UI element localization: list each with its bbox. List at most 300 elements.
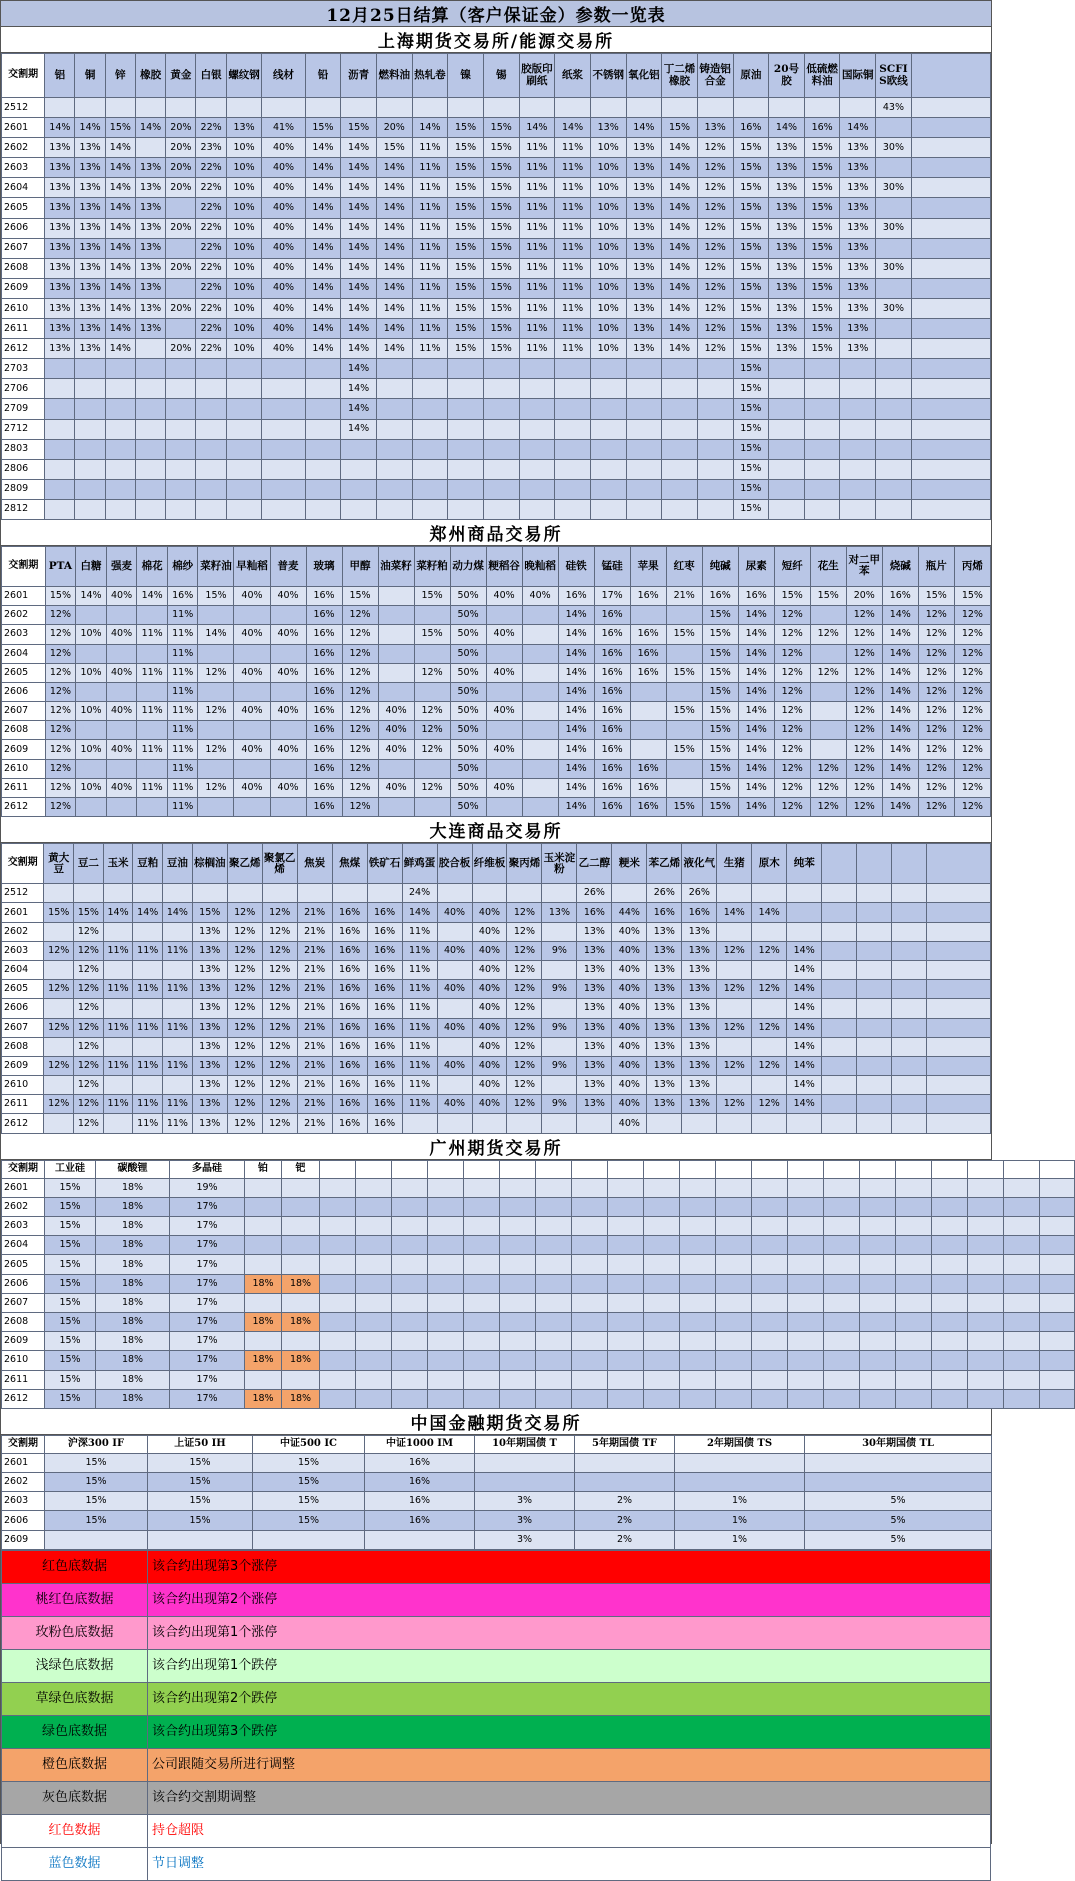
margin-cell <box>196 98 226 118</box>
margin-cell: 15% <box>804 278 840 298</box>
margin-cell: 16% <box>332 1095 367 1114</box>
table-row <box>2 606 991 625</box>
margin-cell: 15% <box>733 218 769 238</box>
margin-cell: 21% <box>297 922 332 941</box>
table-row <box>2 1492 992 1511</box>
header-cell <box>896 1160 932 1178</box>
margin-cell: 12% <box>44 1095 74 1114</box>
margin-cell <box>788 1274 824 1293</box>
margin-cell: 12% <box>954 798 990 817</box>
margin-cell: 12% <box>74 941 104 960</box>
margin-cell: 1% <box>675 1511 805 1530</box>
margin-cell <box>804 399 840 419</box>
margin-cell <box>428 1197 464 1216</box>
margin-cell <box>630 606 666 625</box>
margin-cell <box>135 419 165 439</box>
margin-cell: 13% <box>75 198 105 218</box>
margin-cell: 16% <box>306 778 342 797</box>
margin-cell <box>822 922 857 941</box>
margin-cell: 12% <box>414 740 450 759</box>
margin-cell: 15% <box>376 138 412 158</box>
margin-cell: 16% <box>367 922 402 941</box>
margin-cell <box>1040 1217 1075 1236</box>
margin-cell <box>320 1217 356 1236</box>
margin-cell: 13% <box>45 138 75 158</box>
margin-cell <box>103 922 133 941</box>
margin-cell <box>76 759 107 778</box>
margin-cell: 11% <box>519 319 555 339</box>
legend-row <box>2 1616 991 1649</box>
margin-cell: 11% <box>519 278 555 298</box>
margin-cell: 21% <box>297 1037 332 1056</box>
margin-cell <box>662 419 698 439</box>
margin-cell <box>166 459 196 479</box>
margin-cell <box>542 960 577 979</box>
margin-cell: 15% <box>804 138 840 158</box>
margin-cell: 13% <box>840 158 876 178</box>
margin-cell <box>320 1312 356 1331</box>
header-cell: 胶合板 <box>437 844 472 884</box>
margin-cell <box>911 298 990 318</box>
margin-cell: 15% <box>414 625 450 644</box>
margin-cell: 16% <box>306 644 342 663</box>
margin-cell <box>590 499 626 519</box>
margin-cell <box>896 1332 932 1351</box>
margin-cell <box>822 903 857 922</box>
margin-cell: 15% <box>448 118 484 138</box>
margin-cell: 15% <box>733 499 769 519</box>
margin-cell: 11% <box>555 339 591 359</box>
margin-cell <box>840 499 876 519</box>
margin-cell: 10% <box>76 778 107 797</box>
margin-cell: 12% <box>846 702 882 721</box>
margin-cell <box>752 1236 788 1255</box>
margin-cell: 21% <box>297 999 332 1018</box>
margin-cell: 14% <box>787 1037 822 1056</box>
margin-cell: 13% <box>840 258 876 278</box>
margin-cell <box>135 98 165 118</box>
margin-cell <box>860 1197 896 1216</box>
margin-cell <box>412 499 448 519</box>
margin-cell <box>542 922 577 941</box>
margin-cell <box>752 1293 788 1312</box>
margin-cell <box>448 359 484 379</box>
margin-cell <box>75 459 105 479</box>
margin-cell <box>804 479 840 499</box>
margin-cell <box>472 884 507 903</box>
header-cell: 早籼稻 <box>234 546 270 586</box>
table-row <box>2 439 991 459</box>
margin-cell: 13% <box>626 278 662 298</box>
margin-cell <box>392 1236 428 1255</box>
margin-cell <box>769 479 805 499</box>
margin-cell <box>105 98 135 118</box>
margin-cell: 13% <box>626 138 662 158</box>
margin-cell <box>892 1056 927 1075</box>
margin-cell: 14% <box>305 238 341 258</box>
margin-cell: 40% <box>262 258 305 278</box>
margin-cell <box>927 922 991 941</box>
margin-cell: 12% <box>846 663 882 682</box>
margin-cell <box>822 980 857 999</box>
margin-cell: 13% <box>647 1095 682 1114</box>
margin-cell: 11% <box>163 980 193 999</box>
margin-cell: 15% <box>45 1453 148 1472</box>
contract-month-cell: 2512 <box>2 98 45 118</box>
table-row <box>2 960 991 979</box>
margin-cell <box>590 379 626 399</box>
margin-cell: 13% <box>682 941 717 960</box>
margin-cell: 14% <box>341 379 377 399</box>
margin-cell <box>270 644 306 663</box>
margin-cell <box>927 1076 991 1095</box>
margin-cell: 12% <box>227 922 262 941</box>
margin-cell <box>824 1332 860 1351</box>
margin-cell: 15% <box>483 138 519 158</box>
margin-cell <box>572 1274 608 1293</box>
margin-cell <box>542 1037 577 1056</box>
margin-cell <box>824 1351 860 1370</box>
margin-cell: 14% <box>305 198 341 218</box>
margin-cell: 50% <box>450 798 486 817</box>
margin-cell <box>572 1236 608 1255</box>
contract-month-cell: 2603 <box>2 158 45 178</box>
margin-cell: 12% <box>774 740 810 759</box>
margin-cell: 11% <box>167 778 198 797</box>
margin-cell <box>590 399 626 419</box>
margin-cell: 12% <box>45 663 76 682</box>
margin-cell: 10% <box>590 178 626 198</box>
margin-cell: 16% <box>367 1076 402 1095</box>
margin-cell: 30% <box>876 138 912 158</box>
margin-cell <box>341 479 377 499</box>
margin-cell: 12% <box>227 903 262 922</box>
margin-cell: 13% <box>45 178 75 198</box>
margin-cell <box>968 1217 1004 1236</box>
margin-cell <box>810 721 846 740</box>
margin-cell <box>555 399 591 419</box>
margin-cell: 15% <box>702 740 738 759</box>
margin-cell <box>500 1178 536 1197</box>
margin-cell: 15% <box>483 218 519 238</box>
margin-cell: 12% <box>774 625 810 644</box>
margin-cell <box>133 999 163 1018</box>
margin-cell: 16% <box>682 903 717 922</box>
margin-cell <box>74 884 104 903</box>
margin-cell <box>500 1332 536 1351</box>
margin-cell <box>680 1255 716 1274</box>
margin-cell: 11% <box>167 663 198 682</box>
margin-cell <box>475 1453 575 1472</box>
margin-cell <box>437 922 472 941</box>
margin-cell <box>245 1255 282 1274</box>
margin-cell: 18% <box>282 1312 320 1331</box>
margin-cell: 15% <box>253 1453 365 1472</box>
margin-cell: 13% <box>682 980 717 999</box>
header-cell: 交割期 <box>2 1435 45 1453</box>
margin-cell: 12% <box>507 1095 542 1114</box>
margin-cell <box>555 459 591 479</box>
header-cell: 菜籽粕 <box>414 546 450 586</box>
margin-cell <box>500 1274 536 1293</box>
margin-cell <box>428 1370 464 1389</box>
margin-cell: 14% <box>519 118 555 138</box>
header-cell: 玻璃 <box>306 546 342 586</box>
margin-cell <box>644 1236 680 1255</box>
margin-cell <box>822 1095 857 1114</box>
margin-cell: 12% <box>697 339 733 359</box>
margin-cell: 40% <box>472 980 507 999</box>
margin-cell <box>824 1389 860 1408</box>
margin-cell <box>519 439 555 459</box>
margin-cell: 11% <box>412 319 448 339</box>
margin-cell <box>892 1114 927 1133</box>
margin-cell <box>1004 1389 1040 1408</box>
margin-cell: 11% <box>519 198 555 218</box>
margin-cell: 15% <box>448 138 484 158</box>
margin-cell: 15% <box>804 319 840 339</box>
margin-cell: 16% <box>630 798 666 817</box>
table-row <box>2 319 991 339</box>
margin-cell: 14% <box>163 903 193 922</box>
margin-cell <box>356 1178 392 1197</box>
margin-cell: 12% <box>697 238 733 258</box>
margin-cell: 14% <box>105 198 135 218</box>
margin-cell <box>133 1037 163 1056</box>
margin-cell: 14% <box>305 319 341 339</box>
margin-cell <box>911 178 990 198</box>
margin-cell: 21% <box>297 1056 332 1075</box>
margin-cell: 40% <box>472 941 507 960</box>
margin-cell: 21% <box>297 903 332 922</box>
margin-cell: 11% <box>412 178 448 198</box>
header-cell: 热轧卷 <box>412 54 448 98</box>
margin-cell <box>892 960 927 979</box>
margin-cell <box>305 459 341 479</box>
margin-cell: 16% <box>367 999 402 1018</box>
margin-cell: 14% <box>738 721 774 740</box>
margin-cell: 12% <box>697 198 733 218</box>
margin-cell: 40% <box>262 278 305 298</box>
margin-cell <box>522 798 558 817</box>
margin-cell <box>892 884 927 903</box>
margin-cell <box>927 1095 991 1114</box>
margin-cell <box>876 399 912 419</box>
margin-cell <box>137 798 168 817</box>
margin-cell: 11% <box>555 258 591 278</box>
header-cell: 动力煤 <box>450 546 486 586</box>
margin-cell <box>805 1473 992 1492</box>
margin-cell <box>45 1530 148 1549</box>
margin-cell <box>163 884 193 903</box>
margin-cell: 13% <box>840 339 876 359</box>
margin-cell: 40% <box>270 778 306 797</box>
contract-month-cell: 2610 <box>2 1076 44 1095</box>
margin-cell: 16% <box>306 663 342 682</box>
margin-cell: 15% <box>733 158 769 178</box>
margin-cell: 15% <box>662 118 698 138</box>
margin-cell <box>282 1197 320 1216</box>
margin-cell: 12% <box>918 644 954 663</box>
margin-cell: 23% <box>196 138 226 158</box>
header-cell: 中证500 IC <box>253 1435 365 1453</box>
margin-cell: 30% <box>876 218 912 238</box>
margin-cell: 40% <box>486 702 522 721</box>
margin-cell: 14% <box>769 118 805 138</box>
margin-cell <box>148 1530 253 1549</box>
margin-cell: 15% <box>733 359 769 379</box>
margin-cell: 12% <box>198 740 234 759</box>
margin-cell: 12% <box>697 258 733 278</box>
margin-cell <box>305 499 341 519</box>
margin-cell: 14% <box>305 138 341 158</box>
contract-month-cell: 2602 <box>2 922 44 941</box>
margin-cell: 15% <box>702 644 738 663</box>
margin-cell: 20% <box>166 178 196 198</box>
margin-cell <box>166 198 196 218</box>
margin-cell: 13% <box>45 218 75 238</box>
margin-cell <box>860 1332 896 1351</box>
margin-cell: 21% <box>297 1095 332 1114</box>
margin-cell <box>572 1389 608 1408</box>
margin-cell: 16% <box>594 663 630 682</box>
margin-cell <box>376 499 412 519</box>
margin-cell: 14% <box>305 278 341 298</box>
margin-cell <box>555 359 591 379</box>
margin-cell: 40% <box>437 980 472 999</box>
margin-cell: 18% <box>96 1274 170 1293</box>
margin-cell: 13% <box>192 999 227 1018</box>
margin-cell: 16% <box>367 941 402 960</box>
margin-cell: 12% <box>342 778 378 797</box>
header-cell: 尿素 <box>738 546 774 586</box>
header-cell: 10年期国债 T <box>475 1435 575 1453</box>
margin-cell <box>860 1293 896 1312</box>
margin-cell: 20% <box>846 586 882 605</box>
margin-cell <box>824 1274 860 1293</box>
margin-cell <box>536 1332 572 1351</box>
margin-cell <box>927 903 991 922</box>
header-cell <box>911 54 990 98</box>
header-cell <box>822 844 857 884</box>
header-cell <box>392 1160 428 1178</box>
margin-cell <box>519 379 555 399</box>
margin-cell <box>804 359 840 379</box>
margin-cell <box>752 1312 788 1331</box>
margin-cell <box>234 682 270 701</box>
margin-cell: 20% <box>166 158 196 178</box>
margin-cell: 15% <box>702 778 738 797</box>
margin-cell: 15% <box>702 625 738 644</box>
header-cell: 硅铁 <box>558 546 594 586</box>
margin-cell: 14% <box>738 606 774 625</box>
header-cell: 玉米 <box>103 844 133 884</box>
margin-cell: 14% <box>787 1018 822 1037</box>
legend-description: 该合约出现第2个跌停 <box>148 1682 991 1715</box>
margin-cell: 21% <box>297 1018 332 1037</box>
table-row <box>2 238 991 258</box>
margin-cell: 15% <box>702 759 738 778</box>
margin-cell: 15% <box>483 178 519 198</box>
margin-cell: 10% <box>76 740 107 759</box>
margin-cell <box>486 759 522 778</box>
table-row <box>2 258 991 278</box>
margin-cell <box>697 419 733 439</box>
margin-cell <box>448 439 484 459</box>
margin-cell: 12% <box>45 702 76 721</box>
contract-month-cell: 2601 <box>2 118 45 138</box>
margin-cell: 15% <box>804 339 840 359</box>
margin-cell: 15% <box>448 258 484 278</box>
margin-cell: 10% <box>226 178 262 198</box>
margin-cell <box>860 1389 896 1408</box>
margin-cell <box>45 439 75 459</box>
margin-cell: 14% <box>76 586 107 605</box>
margin-cell <box>752 884 787 903</box>
table-row <box>2 298 991 318</box>
margin-cell <box>320 1332 356 1351</box>
margin-cell <box>822 999 857 1018</box>
margin-cell: 2% <box>575 1511 675 1530</box>
margin-cell: 12% <box>507 1018 542 1037</box>
margin-cell: 13% <box>590 118 626 138</box>
margin-cell: 13% <box>769 198 805 218</box>
margin-cell: 40% <box>437 1018 472 1037</box>
margin-cell <box>769 439 805 459</box>
margin-cell <box>166 278 196 298</box>
margin-cell: 13% <box>626 258 662 278</box>
margin-cell <box>392 1389 428 1408</box>
header-cell: 棉纱 <box>167 546 198 586</box>
margin-cell: 40% <box>612 960 647 979</box>
header-cell: 铅 <box>305 54 341 98</box>
margin-cell <box>105 379 135 399</box>
margin-cell: 13% <box>840 278 876 298</box>
margin-cell: 12% <box>717 1095 752 1114</box>
margin-cell: 13% <box>45 238 75 258</box>
margin-cell: 12% <box>752 1018 787 1037</box>
margin-cell: 14% <box>376 158 412 178</box>
margin-cell <box>412 98 448 118</box>
margin-cell <box>666 721 702 740</box>
margin-cell: 16% <box>332 960 367 979</box>
margin-cell <box>542 1114 577 1133</box>
margin-cell: 40% <box>472 1018 507 1037</box>
margin-cell <box>644 1312 680 1331</box>
margin-cell: 11% <box>133 1095 163 1114</box>
margin-cell <box>282 1293 320 1312</box>
legend-row <box>2 1550 991 1583</box>
page-title: 12月25日结算（客户保证金）参数一览表 <box>1 1 991 27</box>
margin-cell: 14% <box>341 278 377 298</box>
margin-cell <box>896 1370 932 1389</box>
margin-cell: 15% <box>804 298 840 318</box>
margin-cell: 13% <box>840 238 876 258</box>
margin-cell <box>536 1351 572 1370</box>
margin-cell <box>575 1473 675 1492</box>
header-cell: 多晶硅 <box>170 1160 245 1178</box>
margin-cell <box>486 798 522 817</box>
margin-cell <box>105 419 135 439</box>
header-cell: 2年期国债 TS <box>675 1435 805 1453</box>
margin-cell: 16% <box>594 759 630 778</box>
margin-cell <box>135 499 165 519</box>
margin-cell <box>662 98 698 118</box>
margin-cell: 40% <box>472 1076 507 1095</box>
margin-cell: 11% <box>402 941 437 960</box>
margin-cell <box>282 1178 320 1197</box>
margin-cell: 12% <box>198 663 234 682</box>
